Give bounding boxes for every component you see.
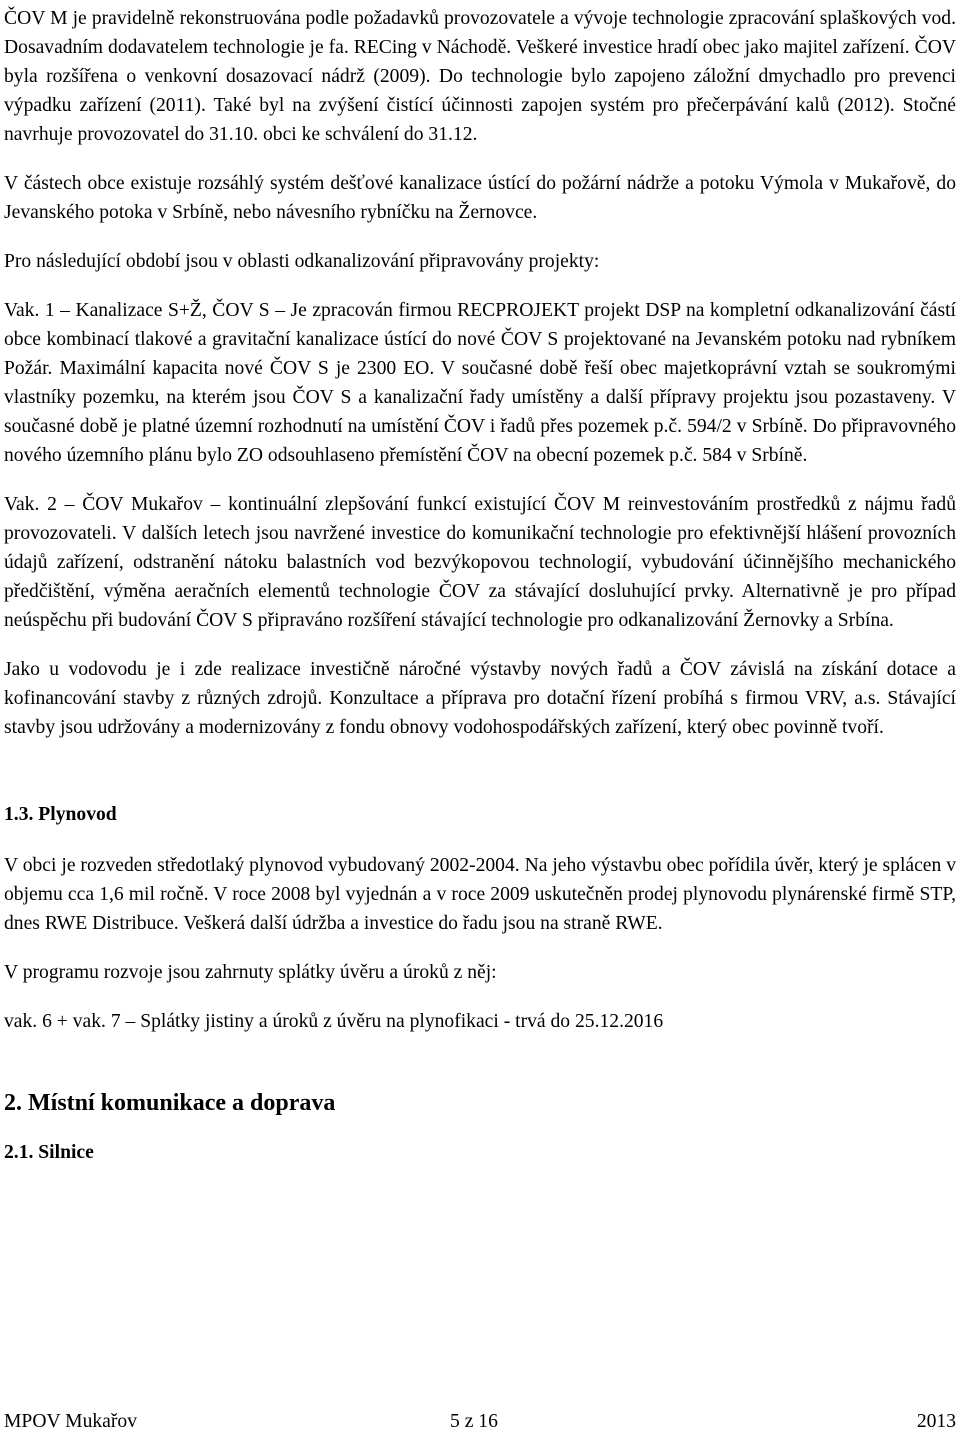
paragraph-loan-intro: V programu rozvoje jsou zahrnuty splátky úvěru a úroků z něj: bbox=[4, 962, 497, 983]
heading-silnice: 2.1. Silnice bbox=[4, 1142, 94, 1163]
paragraph-vak-2: Vak. 2 – ČOV Mukařov – kontinuální zlepšování funkcí existující ČOV M reinvestováním prostředků z nájmu řadů provozovateli. V dalších letech jsou navržené investice do komunikační technologie pro efektivnější hlášení provozních údajů zařízení, odstranění nátoku balastních vod bezvýkopovou technologií, vybudování účinnějšího mechanického předčištění, výměna aeračních elementů technologie ČOV za stávající dosluhující prvky. Alternativně je pro případ neúspěchu při budování ČOV S připraváno rozšíření stávající technologie pro odkanalizování Žernovky a Srbína. bbox=[4, 494, 956, 631]
paragraph-cov-maintenance: ČOV M je pravidelně rekonstruována podle požadavků provozovatele a vývoje technologie zpracování splaškových vod. Dosavadním dodavatelem technologie je fa. RECing v Náchodě. Veškeré investice hradí obec jako majitel zařízení. ČOV byla rozšířena o venkovní dosazovací nádrž (2009). Do technologie bylo zapojeno záložní dmychadlo pro prevenci výpadku zařízení (2011). Také byl na zvýšení čistící účinnosti zapojen systém pro přečerpávání kalů (2012). Stočné navrhuje provozovatel do 31.10. obci ke schválení do 31.12. bbox=[4, 8, 956, 145]
paragraph-gas-pipeline: V obci je rozveden středotlaký plynovod vybudovaný 2002-2004. Na jeho výstavbu obec pořídila úvěr, který je splácen v objemu cca 1,6 mil ročně. V roce 2008 byl vyjednán a v roce 2009 uskutečněn prodej plynovodu plynárenské firmě STP, dnes RWE Distribuce. Veškerá další údržba a investice do řadu jsou na straně RWE. bbox=[4, 855, 956, 934]
heading-plynovod: 1.3. Plynovod bbox=[4, 804, 117, 825]
paragraph-vak-1: Vak. 1 – Kanalizace S+Ž, ČOV S – Je zpracován firmou RECPROJEKT projekt DSP na kompletní odkanalizování částí obce kombinací tlakové a gravitační kanalizace ústící do nové ČOV S projektované na Jevanském potoku nad rybníkem Požár. Maximální kapacita nové ČOV S je 2300 EO. V současné době řeší obec majetkoprávní vztah se soukromými vlastníky pozemku, na kterém jsou ČOV S a kanalizační řady umístěny a další přípravy projektu jsou pozastaveny. V současné době je platné územní rozhodnutí na umístění ČOV i řadů přes pozemek p.č. 594/2 v Srbíně. Do připravovného nového územního plánu bylo ZO odsouhlaseno přemístění ČOV na obecní pozemek p.č. 584 v Srbíně. bbox=[4, 300, 956, 466]
footer-document-name: MPOV Mukařov bbox=[4, 1411, 137, 1432]
paragraph-storm-sewer: V částech obce existuje rozsáhlý systém dešťové kanalizace ústící do požární nádrže a potoku Výmola v Mukařově, do Jevanského potoka v Srbíně, nebo návesního rybníčku na Žernovce. bbox=[4, 173, 956, 223]
paragraph-vak-6-7: vak. 6 + vak. 7 – Splátky jistiny a úroků z úvěru na plynofikaci - trvá do 25.12.2016 bbox=[4, 1011, 664, 1032]
paragraph-funding: Jako u vodovodu je i zde realizace investičně náročné výstavby nových řadů a ČOV závislá na získání dotace a kofinancování stavby z různých zdrojů. Konzultace a příprava pro dotační řízení probíhá s firmou VRV, a.s. Stávající stavby jsou udržovány a modernizovány z fondu obnovy vodohospodářských zařízení, který obec povinně tvoří. bbox=[4, 659, 956, 738]
heading-section-2: 2. Místní komunikace a doprava bbox=[4, 1090, 336, 1116]
page-footer bbox=[4, 1408, 956, 1436]
document-page bbox=[4, 4, 956, 1167]
footer-year: 2013 bbox=[916, 1411, 956, 1432]
paragraph-projects-intro: Pro následující období jsou v oblasti odkanalizování připravovány projekty: bbox=[4, 251, 600, 272]
footer-page-number: 5 z 16 bbox=[450, 1411, 498, 1432]
